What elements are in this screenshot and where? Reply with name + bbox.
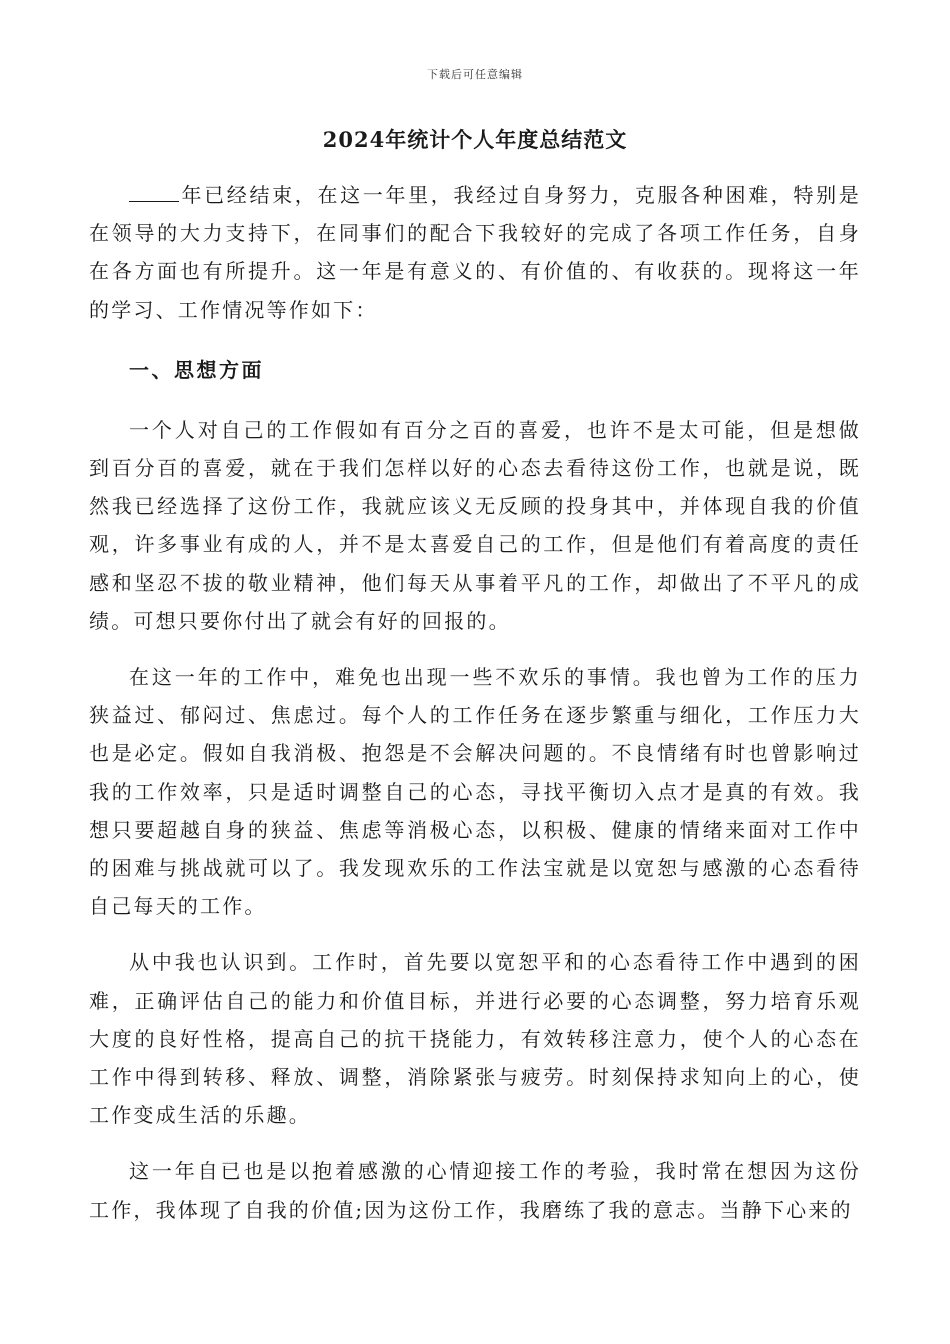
fill-in-blank (129, 181, 179, 202)
intro-paragraph (89, 176, 861, 329)
document-title: 2024年统计个人年度总结范文 (322, 127, 628, 152)
paragraph-2: 在这一年的工作中，难免也出现一些不欢乐的事情。我也曾为工作的压力狭益过、郁闷过、焦虑过。每个人的工作任务在逐步繁重与细化，工作压力大也是必定。假如自我消极、抱怨是不会解决问题的。不良情绪有时也曾影响过我的工作效率，只是适时调整自己的心态，寻找平衡切入点才是真的有效。我想只要超越自身的狭益、焦虑等消极心态，以积极、健康的情绪来面对工作中的困难与挑战就可以了。我发现欢乐的工作法宝就是以宽恕与感激的心态看待自己每天的工作。 (89, 665, 861, 919)
paragraph-3: 从中我也认识到。工作时，首先要以宽恕平和的心态看待工作中遇到的困难，正确评估自己的能力和价值目标，并进行必要的心态调整，努力培育乐观大度的良好性格，提高自己的抗干挠能力，有效转移注意力，使个人的心态在工作中得到转移、释放、调整，消除紧张与疲劳。时刻保持求知向上的心，使工作变成生活的乐趣。 (89, 950, 861, 1128)
section-heading-thought: 一、思想方面 (129, 357, 264, 382)
paragraph-4: 这一年自已也是以抱着感激的心情迎接工作的考验，我时常在想因为这份工作，我体现了自我的价值;因为这份工作，我磨练了我的意志。当静下心来的 (89, 1159, 861, 1222)
document-body (89, 176, 861, 1229)
intro-text: 年已经结束，在这一年里，我经过自身努力，克服各种困难，特别是在领导的大力支持下，在同事们的配合下我较好的完成了各项工作任务，自身在各方面也有所提升。这一年是有意义的、有价值的、有收获的。现将这一年的学习、工作情况等作如下： (89, 183, 861, 322)
header-note: 下载后可任意编辑 (427, 68, 523, 81)
paragraph-1: 一个人对自己的工作假如有百分之百的喜爱，也许不是太可能，但是想做到百分百的喜爱，就在于我们怎样以好的心态去看待这份工作，也就是说，既然我已经选择了这份工作，我就应该义无反顾的投身其中，并体现自我的价值观，许多事业有成的人，并不是太喜爱自己的工作，但是他们有着高度的责任感和坚忍不拔的敬业精神，他们每天从事着平凡的工作，却做出了不平凡的成绩。可想只要你付出了就会有好的回报的。 (89, 417, 861, 633)
